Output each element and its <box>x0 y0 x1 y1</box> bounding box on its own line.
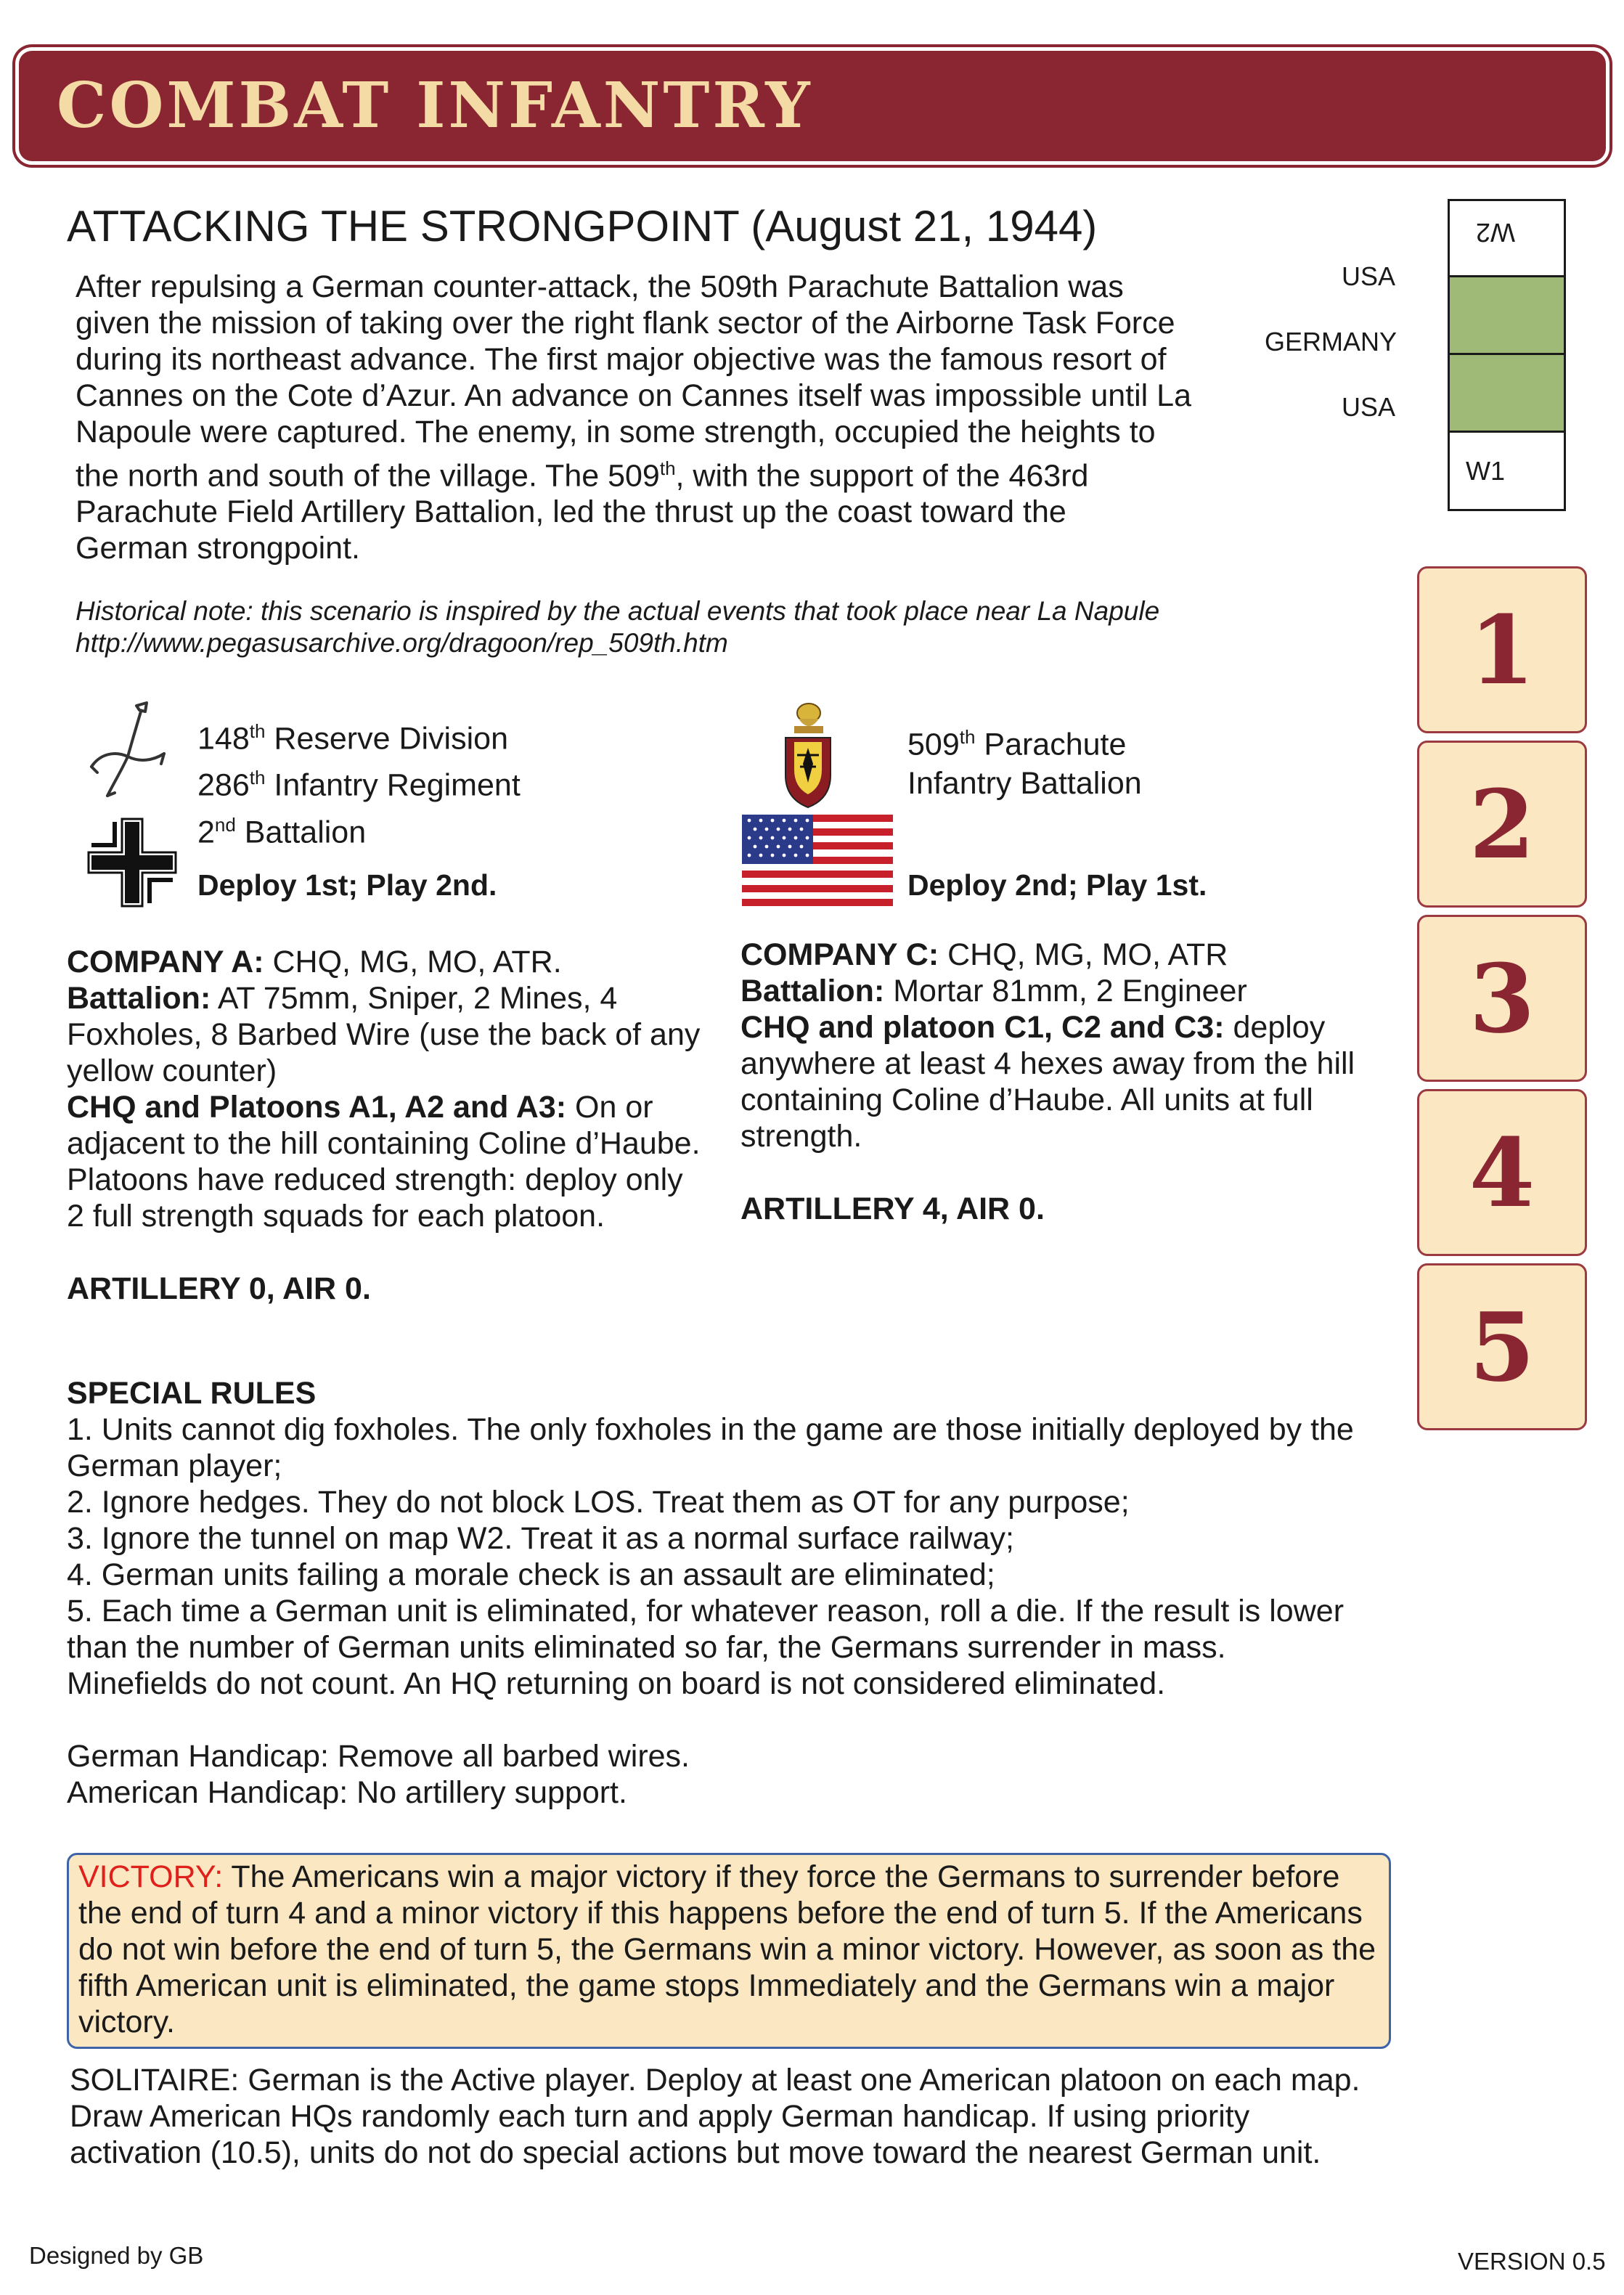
american-deploy-order: Deploy 2nd; Play 1st. <box>907 868 1207 902</box>
american-deployment <box>740 1009 1379 1154</box>
german-battalion-line <box>197 805 521 852</box>
scenario-title: ATTACKING THE STRONGPOINT (August 21, 1944) <box>67 202 1098 250</box>
us-flag-icon <box>742 815 893 906</box>
deployment-label: CHQ and Platoons A1, A2 and A3: <box>67 1090 567 1125</box>
map-zone-germany-north <box>1450 277 1564 355</box>
victory-conditions <box>78 1859 1385 2040</box>
unit-text: Reserve Division <box>265 721 508 757</box>
german-company <box>67 944 706 980</box>
unit-text: Battalion <box>235 814 367 849</box>
side-label-usa-south: USA <box>1342 392 1396 422</box>
intro-line: German strongpoint. <box>76 531 360 566</box>
german-division-insignia-icon <box>86 700 179 800</box>
battalion-value: Mortar 81mm, 2 Engineer <box>884 974 1247 1008</box>
ordinal-number: 286 <box>197 767 250 803</box>
ordinal-suffix: th <box>249 767 266 789</box>
balkenkreuz-icon <box>86 816 179 909</box>
side-label-usa-north: USA <box>1342 261 1396 291</box>
special-rules-heading: SPECIAL RULES <box>67 1376 317 1411</box>
company-value: CHQ, MG, MO, ATR. <box>264 945 562 979</box>
unit-text: Infantry Regiment <box>265 767 521 803</box>
american-unit-line-2: Infantry Battalion <box>907 766 1142 802</box>
german-deploy-order: Deploy 1st; Play 2nd. <box>197 868 497 902</box>
historical-note-link[interactable]: http://www.pegasusarchive.org/dragoon/rep_509th.htm <box>76 628 728 658</box>
intro-text: the north and south of the village. The 509 <box>76 458 660 494</box>
map-w2-cell <box>1450 201 1564 277</box>
turn-box-5: 5 <box>1417 1263 1587 1430</box>
ordinal-suffix: th <box>959 726 976 748</box>
intro-line: After repulsing a German counter-attack, the 509th Parachute Battalion was <box>76 269 1124 304</box>
special-rules <box>67 1375 1374 1811</box>
intro-paragraph <box>76 269 1266 566</box>
map-layout <box>1448 199 1566 511</box>
map-w1-cell <box>1450 433 1564 509</box>
german-deployment <box>67 1089 706 1234</box>
german-support: ARTILLERY 0, AIR 0. <box>67 1271 371 1306</box>
map-w2-label: W2 <box>1476 218 1515 248</box>
historical-note <box>76 595 1159 659</box>
german-battalion <box>67 980 706 1089</box>
special-rule: 4. German units failing a morale check is an assault are eliminated; <box>67 1557 995 1592</box>
ordinal-number: 2 <box>197 814 215 849</box>
banner-title: COMBAT INFANTRY <box>57 69 813 142</box>
intro-line: given the mission of taking over the right flank sector of the Airborne Task Force <box>76 306 1175 341</box>
map-w1-label: W1 <box>1466 456 1505 486</box>
special-rule: 1. Units cannot dig foxholes. The only foxholes in the game are those initially deployed by the German player; <box>67 1412 1354 1483</box>
intro-line: Parachute Field Artillery Battalion, led the thrust up the coast toward the <box>76 494 1066 530</box>
special-rule: 2. Ignore hedges. They do not block LOS. Treat them as OT for any purpose; <box>67 1485 1130 1520</box>
turn-box-4: 4 <box>1417 1089 1587 1256</box>
deployment-value: On or adjacent to the hill containing Coline d’Haube. Platoons have reduced strength: deploy only 2 full strength squads for each platoon. <box>67 1090 701 1234</box>
turn-box-1: 1 <box>1417 566 1587 733</box>
map-zone-germany-south <box>1450 355 1564 433</box>
company-label: COMPANY C: <box>740 937 939 972</box>
ordinal-suffix: th <box>659 457 676 479</box>
intro-text: , with the support of the 463rd <box>675 458 1089 494</box>
historical-note-text: Historical note: this scenario is inspired by the actual events that took place near La Napule <box>76 596 1160 626</box>
ordinal-number: 148 <box>197 721 250 757</box>
american-battalion <box>740 973 1379 1009</box>
american-unit-line <box>907 717 1142 764</box>
american-company <box>740 937 1379 973</box>
american-orders <box>740 937 1379 1227</box>
victory-text: The Americans win a major victory if they force the Germans to surrender before the end of turn 4 and a minor victory if this happens before the end of turn 5. If the Americans do not win before the end of turn 5, the Germans win a minor victory. However, as soon as the fifth American unit is eliminated, the game stops Immediately and the Germans win a major victory. <box>78 1859 1376 2039</box>
deployment-value: deploy anywhere at least 4 hexes away from the hill containing Coline d’Haube. All units at full strength. <box>740 1010 1355 1154</box>
intro-line <box>76 450 1266 494</box>
side-label-germany: GERMANY <box>1265 327 1397 356</box>
unit-text: Parachute <box>975 727 1127 762</box>
special-rule: 3. Ignore the tunnel on map W2. Treat it as a normal surface railway; <box>67 1521 1014 1556</box>
solitaire-rules: SOLITAIRE: German is the Active player. Deploy at least one American platoon on each map. Draw American HQs randomly each turn and apply German handicap. If using priority activation (10.5), units do not do special actions but move toward the nearest German unit. <box>70 2063 1360 2170</box>
intro-line: Cannes on the Cote d’Azur. An advance on Cannes itself was impossible until La <box>76 378 1191 413</box>
special-rule: 5. Each time a German unit is eliminated, for whatever reason, roll a die. If the result is lower than the number of German units eliminated so far, the Germans surrender in mass. Minefields do not count. An HQ returning on board is not considered eliminated. <box>67 1594 1345 1701</box>
designer-credit: Designed by GB <box>29 2242 204 2269</box>
ordinal-suffix: th <box>249 720 266 742</box>
turn-box-2: 2 <box>1417 741 1587 908</box>
victory-label: VICTORY: <box>78 1859 224 1894</box>
version-label: VERSION 0.5 <box>1458 2248 1606 2275</box>
ordinal-suffix: nd <box>214 813 236 836</box>
company-label: COMPANY A: <box>67 945 264 979</box>
battalion-value: AT 75mm, Sniper, 2 Mines, 4 Foxholes, 8 Barbed Wire (use the back of any yellow counter) <box>67 981 701 1088</box>
intro-line: during its northeast advance. The first major objective was the famous resort of <box>76 342 1167 377</box>
german-regiment-line <box>197 758 521 804</box>
german-unit-lines <box>197 712 521 852</box>
509th-crest-icon <box>778 697 838 810</box>
deployment-label: CHQ and platoon C1, C2 and C3: <box>740 1010 1225 1045</box>
american-support: ARTILLERY 4, AIR 0. <box>740 1191 1045 1226</box>
american-unit-lines <box>907 717 1142 803</box>
company-value: CHQ, MG, MO, ATR <box>939 937 1228 972</box>
ordinal-number: 509 <box>907 727 960 762</box>
german-handicap: German Handicap: Remove all barbed wires. <box>67 1739 690 1774</box>
american-handicap: American Handicap: No artillery support. <box>67 1775 627 1810</box>
battalion-label: Battalion: <box>740 974 885 1008</box>
battalion-label: Battalion: <box>67 981 211 1016</box>
german-orders <box>67 944 706 1307</box>
intro-line: Napoule were captured. The enemy, in some strength, occupied the heights to <box>76 415 1156 449</box>
turn-box-3: 3 <box>1417 915 1587 1082</box>
german-division-line <box>197 712 521 758</box>
